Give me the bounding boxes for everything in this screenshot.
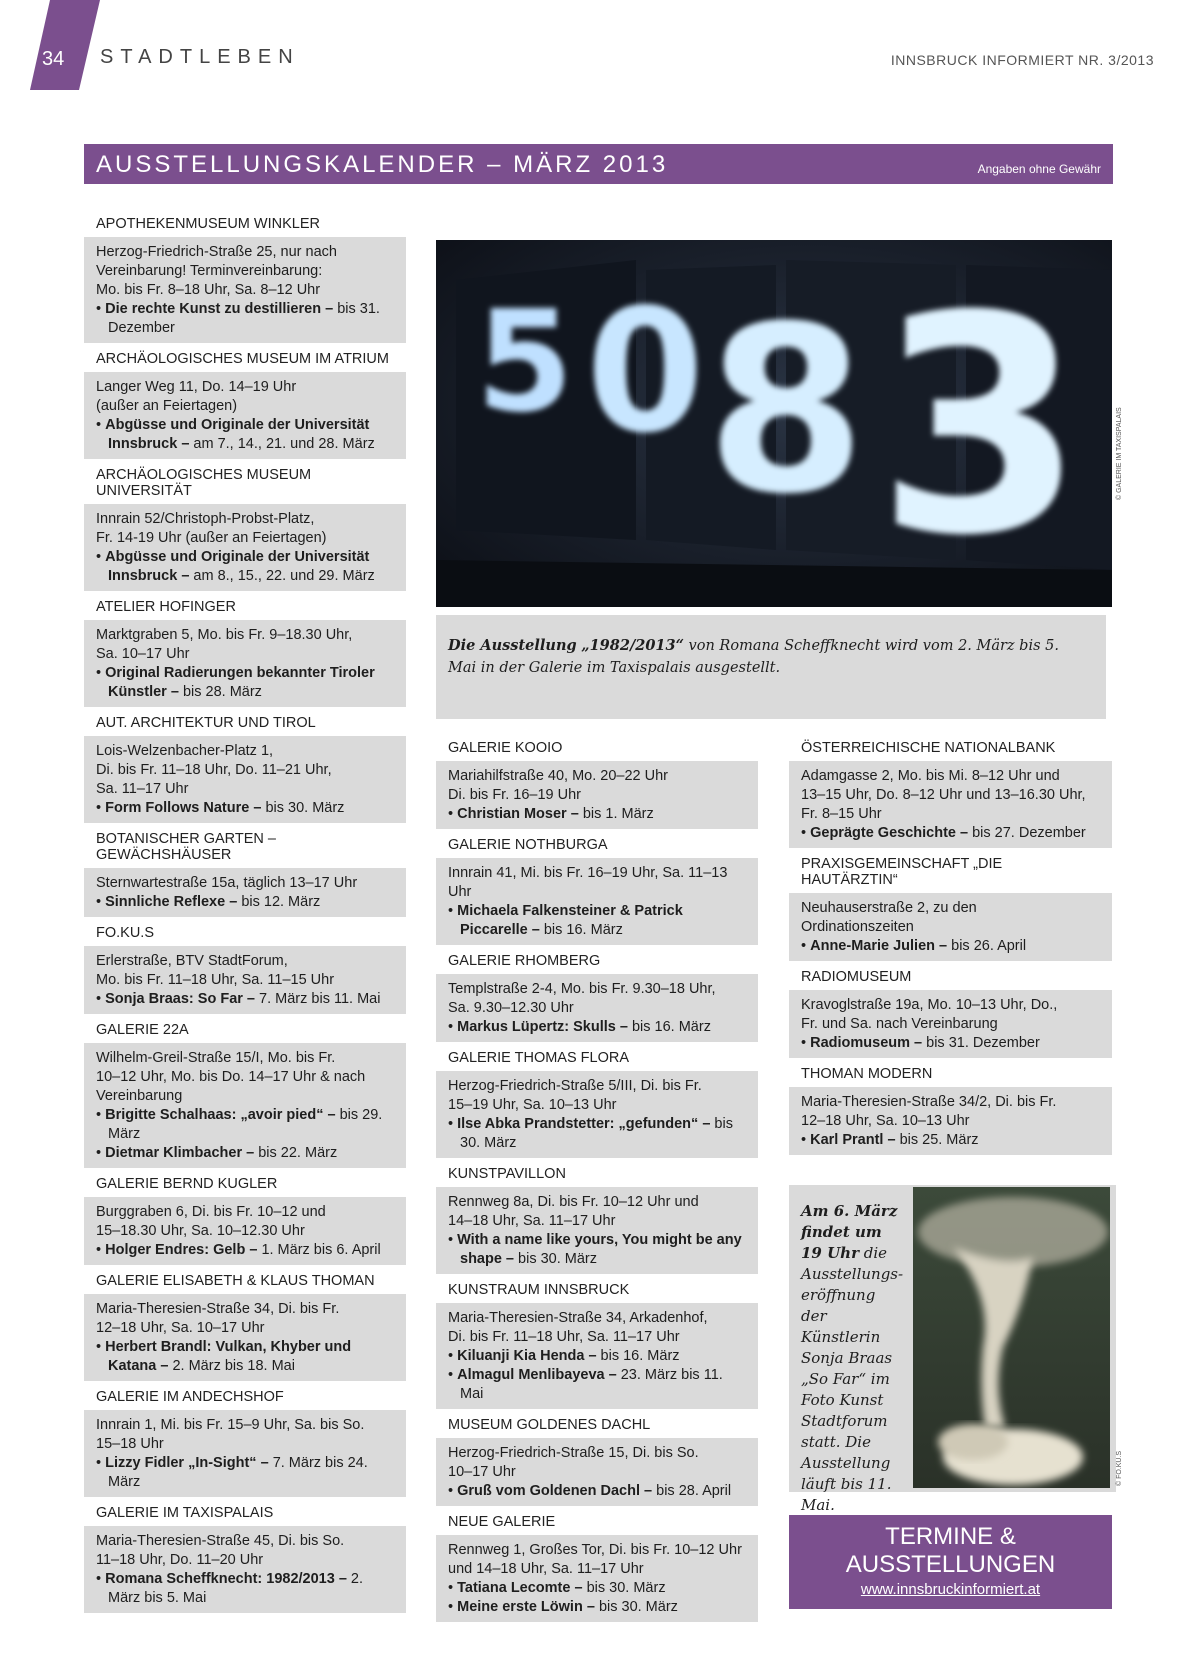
venue-details (84, 237, 406, 343)
exhibition-item: • Dietmar Klimbacher – bis 22. März (96, 1145, 338, 1161)
section-title: STADTLEBEN (100, 46, 300, 68)
banner-title: AUSSTELLUNGSKALENDER – MÄRZ 2013 (96, 151, 669, 178)
venue-entry (436, 1508, 758, 1622)
exhibition-title: Michaela Falkensteiner & Patrick Piccarelle – (457, 903, 683, 938)
digit-2: 0 (586, 273, 705, 471)
venue-details (84, 372, 406, 459)
exhibition-title: Form Follows Nature – (105, 800, 262, 816)
venue-entry (436, 831, 758, 945)
promo-box[interactable] (789, 1515, 1112, 1609)
exhibition-item: • Original Radierungen bekannter Tiroler Künstler – bis 28. März (96, 665, 375, 700)
venue-name: GALERIE KOOIO (448, 740, 563, 756)
exhibition-item: • Abgüsse und Originale der Universität Innsbruck – am 7., 14., 21. und 28. März (96, 417, 375, 452)
venue-entry (789, 1060, 1112, 1155)
exhibition-dates: bis 30. März (518, 1251, 598, 1267)
exhibition-item: • Brigitte Schalhaas: „avoir pied“ – bis 29. März (96, 1107, 383, 1142)
venue-name: GALERIE 22A (96, 1022, 189, 1038)
page-number: 34 (42, 48, 65, 70)
exhibition-title: Markus Lüpertz: Skulls – (457, 1019, 628, 1035)
venue-entry (789, 850, 1112, 961)
venue-entry (84, 1016, 406, 1168)
exhibition-title: Abgüsse und Originale der Universität Innsbruck – (105, 549, 370, 584)
venue-entry (84, 825, 406, 917)
address-line: Maria-Theresien-Straße 34, Di. bis Fr. (96, 1301, 340, 1317)
exhibition-item: • Markus Lüpertz: Skulls – bis 16. März (448, 1019, 711, 1035)
venue-entry (436, 1160, 758, 1274)
exhibition-dates: bis 22. März (258, 1145, 338, 1161)
venue-name: GALERIE IM ANDECHSHOF (96, 1389, 284, 1405)
address-line: Ordinationszeiten (801, 919, 914, 935)
venue-details (436, 761, 758, 829)
venue-name: GALERIE BERND KUGLER (96, 1176, 278, 1192)
venue-entry (436, 1044, 758, 1158)
venue-details (436, 974, 758, 1042)
venue-details (436, 858, 758, 945)
venue-name: GALERIE IM TAXISPALAIS (96, 1505, 274, 1521)
exhibition-dates: 23. März bis 11. Mai (460, 1367, 723, 1402)
exhibition-item: • Form Follows Nature – bis 30. März (96, 800, 345, 816)
exhibition-title: Die rechte Kunst zu destillieren – (105, 301, 334, 317)
exhibition-dates: 7. März bis 11. Mai (259, 991, 381, 1007)
address-line: und 14–18 Uhr, Sa. 11–17 Uhr (448, 1561, 644, 1577)
exhibition-dates: bis 30. März (265, 800, 345, 816)
venue-details (436, 1071, 758, 1158)
exhibition-item: • Anne-Marie Julien – bis 26. April (801, 938, 1027, 954)
venue-name: ARCHÄOLOGISCHES MUSEUM IM ATRIUM (96, 351, 389, 367)
venue-details (84, 504, 406, 591)
address-line: Rennweg 8a, Di. bis Fr. 10–12 Uhr und (448, 1194, 699, 1210)
address-line: Herzog-Friedrich-Straße 15, Di. bis So. (448, 1445, 699, 1461)
column-middle (436, 734, 758, 1624)
exhibition-dates: bis 1. März (582, 806, 654, 822)
exhibition-title: Gruß vom Goldenen Dachl – (457, 1483, 653, 1499)
venue-name: KUNSTPAVILLON (448, 1166, 566, 1182)
venue-details (84, 1410, 406, 1497)
exhibition-title: With a name like yours, You might be any shape – (457, 1232, 742, 1267)
exhibition-title: Anne-Marie Julien – (810, 938, 948, 954)
info-credit: © FO.KU.S (1116, 1450, 1123, 1486)
address-line: 15–18 Uhr (96, 1436, 164, 1452)
address-line: Erlerstraße, BTV StadtForum, (96, 953, 288, 969)
venue-name: FO.KU.S (96, 925, 155, 941)
address-line: Sa. 11–17 Uhr (96, 781, 189, 797)
exhibition-title: Brigitte Schalhaas: „avoir pied“ – (105, 1107, 336, 1123)
tornado-artwork (913, 1187, 1110, 1488)
address-line: Sa. 9.30–12.30 Uhr (448, 1000, 574, 1016)
address-line: Rennweg 1, Großes Tor, Di. bis Fr. 10–12 Uhr (448, 1542, 742, 1558)
address-line: Sa. 10–17 Uhr (96, 646, 190, 662)
address-line: Di. bis Fr. 11–18 Uhr, Sa. 11–17 Uhr (448, 1329, 680, 1345)
exhibition-item: • Die rechte Kunst zu destillieren – bis 31. Dezember (96, 301, 380, 336)
exhibition-title: Christian Moser – (457, 806, 579, 822)
address-line: Adamgasse 2, Mo. bis Mi. 8–12 Uhr und (801, 768, 1060, 784)
venue-name: APOTHEKENMUSEUM WINKLER (96, 216, 320, 232)
venue-details (84, 1197, 406, 1265)
address-line: Mo. bis Fr. 11–18 Uhr, Sa. 11–15 Uhr (96, 972, 335, 988)
photo-credit: © GALERIE IM TAXISPALAIS (1116, 407, 1123, 500)
exhibition-item: • Geprägte Geschichte – bis 27. Dezember (801, 825, 1086, 841)
digits-artwork (436, 240, 1112, 607)
venue-details (84, 1294, 406, 1381)
exhibition-dates: 7. März bis 24. März (108, 1455, 368, 1490)
exhibition-item: • With a name like yours, You might be any shape – bis 30. März (448, 1232, 742, 1267)
venue-name: MUSEUM GOLDENES DACHL (448, 1417, 651, 1433)
address-line: Fr. 8–15 Uhr (801, 806, 882, 822)
exhibition-title: Sonja Braas: So Far – (105, 991, 255, 1007)
venue-name: THOMAN MODERN (801, 1066, 933, 1082)
caption-title: „1982/2013“ (581, 637, 684, 654)
address-line: Maria-Theresien-Straße 34/2, Di. bis Fr. (801, 1094, 1057, 1110)
address-line: 15–18.30 Uhr, Sa. 10–12.30 Uhr (96, 1223, 305, 1239)
venue-details (789, 990, 1112, 1058)
exhibition-dates: am 7., 14., 21. und 28. März (193, 436, 375, 452)
caption-text: von Romana Scheffknecht wird vom 2. März bis 5. Mai in der Galerie im Taxispalais ausgestellt. (448, 638, 1059, 676)
exhibition-title: Lizzy Fidler „In-Sight“ – (105, 1455, 269, 1471)
exhibition-item: • Gruß vom Goldenen Dachl – bis 28. April (448, 1483, 732, 1499)
address-line: Di. bis Fr. 11–18 Uhr, Do. 11–21 Uhr, (96, 762, 332, 778)
venue-name: NEUE GALERIE (448, 1514, 556, 1530)
address-line: Di. bis Fr. 16–19 Uhr (448, 787, 581, 803)
exhibition-title: Abgüsse und Originale der Universität Innsbruck – (105, 417, 370, 452)
venue-name: GALERIE NOTHBURGA (448, 837, 608, 853)
exhibition-dates: bis 30. März (586, 1580, 666, 1596)
venue-details (789, 893, 1112, 961)
address-line: Maria-Theresien-Straße 34, Arkadenhof, (448, 1310, 708, 1326)
address-line: Neuhauserstraße 2, zu den (801, 900, 977, 916)
column-left (84, 210, 406, 1615)
promo-line2: AUSSTELLUNGEN (845, 1551, 1056, 1578)
exhibition-dates: bis 29. März (108, 1107, 383, 1142)
address-line: 12–18 Uhr, Sa. 10–13 Uhr (801, 1113, 970, 1129)
exhibition-dates: bis 16. März (543, 922, 623, 938)
exhibition-title: Karl Prantl – (810, 1132, 896, 1148)
venue-entry (436, 1276, 758, 1409)
address-line: Innrain 52/Christoph-Probst-Platz, (96, 511, 315, 527)
info-text (801, 1201, 904, 1516)
exhibition-dates: 2. März bis 5. Mai (108, 1571, 364, 1606)
address-line: Templstraße 2-4, Mo. bis Fr. 9.30–18 Uhr, (448, 981, 716, 997)
promo-line1: TERMINE & (885, 1523, 1016, 1550)
exhibition-title: Meine erste Löwin – (457, 1599, 595, 1615)
venue-entry (84, 461, 406, 591)
address-line: Innrain 41, Mi. bis Fr. 16–19 Uhr, Sa. 11–13 Uhr (448, 865, 728, 900)
venue-name: AUT. ARCHITEKTUR UND TIROL (96, 715, 316, 731)
venue-details (84, 868, 406, 917)
exhibition-title: Geprägte Geschichte – (810, 825, 969, 841)
venue-entry (84, 1170, 406, 1265)
address-line: Maria-Theresien-Straße 45, Di. bis So. (96, 1533, 345, 1549)
exhibition-title: Romana Scheffknecht: 1982/2013 – (105, 1571, 347, 1587)
address-line: Sternwartestraße 15a, täglich 13–17 Uhr (96, 875, 358, 891)
venue-entry (84, 210, 406, 343)
venue-name: PRAXISGEMEINSCHAFT „DIE HAUTÄRZTIN“ (801, 856, 1003, 888)
venue-entry (84, 919, 406, 1014)
venue-entry (84, 1499, 406, 1613)
address-line: Herzog-Friedrich-Straße 5/III, Di. bis Fr. (448, 1078, 702, 1094)
exhibition-dates: bis 31. Dezember (926, 1035, 1040, 1051)
exhibition-dates: 1. März bis 6. April (261, 1242, 381, 1258)
venue-name: GALERIE ELISABETH & KLAUS THOMAN (96, 1273, 375, 1289)
venue-entry (436, 1411, 758, 1506)
venue-entry (84, 1383, 406, 1497)
exhibition-item: • Almagul Menlibayeva – 23. März bis 11. Mai (448, 1367, 723, 1402)
address-line: Langer Weg 11, Do. 14–19 Uhr (96, 379, 297, 395)
address-line: Vereinbarung! Terminvereinbarung: (96, 263, 323, 279)
venue-name: GALERIE THOMAS FLORA (448, 1050, 630, 1066)
exhibition-item: • Lizzy Fidler „In-Sight“ – 7. März bis 24. März (96, 1455, 368, 1490)
digit-3: 8 (706, 278, 867, 545)
exhibition-item: • Sonja Braas: So Far – 7. März bis 11. Mai (96, 991, 381, 1007)
exhibition-photo (436, 240, 1112, 607)
venue-name: RADIOMUSEUM (801, 969, 912, 985)
venue-details (84, 620, 406, 707)
digit-4: 3 (876, 252, 1085, 601)
venue-entry (436, 947, 758, 1042)
address-line: 10–12 Uhr, Mo. bis Do. 14–17 Uhr & nach (96, 1069, 366, 1085)
venue-name: ÖSTERREICHISCHE NATIONALBANK (801, 740, 1056, 756)
exhibition-item: • Abgüsse und Originale der Universität Innsbruck – am 8., 15., 22. und 29. März (96, 549, 375, 584)
exhibition-item: • Radiomuseum – bis 31. Dezember (801, 1035, 1040, 1051)
address-line: Lois-Welzenbacher-Platz 1, (96, 743, 274, 759)
venue-details (789, 1087, 1112, 1155)
exhibition-item: • Sinnliche Reflexe – bis 12. März (96, 894, 321, 910)
exhibition-item: • Karl Prantl – bis 25. März (801, 1132, 979, 1148)
promo-link[interactable]: www.innsbruckinformiert.at (860, 1581, 1041, 1598)
exhibition-dates: am 8., 15., 22. und 29. März (193, 568, 375, 584)
address-line: Burggraben 6, Di. bis Fr. 10–12 und (96, 1204, 326, 1220)
page-tab (30, 0, 100, 90)
info-bold: Am 6. März findet um 19 Uhr (801, 1202, 898, 1262)
venue-details (789, 761, 1112, 848)
exhibition-title: Holger Endres: Gelb – (105, 1242, 258, 1258)
calendar-banner (84, 144, 1113, 184)
exhibition-dates: bis 30. März (598, 1599, 678, 1615)
venue-entry (84, 1267, 406, 1381)
exhibition-item: • Christian Moser – bis 1. März (448, 806, 654, 822)
address-line: Mariahilfstraße 40, Mo. 20–22 Uhr (448, 768, 669, 784)
exhibition-dates: bis 27. Dezember (972, 825, 1086, 841)
venue-details (436, 1187, 758, 1274)
digit-1: 5 (476, 281, 574, 444)
exhibition-dates: bis 25. März (899, 1132, 979, 1148)
venue-entry (84, 709, 406, 823)
address-line: Herzog-Friedrich-Straße 25, nur nach (96, 244, 337, 260)
venue-details (84, 1526, 406, 1613)
address-line: Fr. und Sa. nach Vereinbarung (801, 1016, 998, 1032)
address-line: 11–18 Uhr, Do. 11–20 Uhr (96, 1552, 264, 1568)
exhibition-item: • Holger Endres: Gelb – 1. März bis 6. April (96, 1242, 381, 1258)
address-line: (außer an Feiertagen) (96, 398, 238, 414)
column-right (789, 734, 1112, 1157)
exhibition-dates: bis 28. März (182, 684, 262, 700)
issue-label: INNSBRUCK INFORMIERT NR. 3/2013 (890, 52, 1154, 68)
exhibition-item: • Herbert Brandl: Vulkan, Khyber und Katana – 2. März bis 18. Mai (96, 1339, 352, 1374)
venue-name: ATELIER HOFINGER (96, 599, 236, 615)
exhibition-dates: bis 12. März (241, 894, 321, 910)
exhibition-title: Original Radierungen bekannter Tiroler Künstler – (105, 665, 375, 700)
venue-details (436, 1438, 758, 1506)
venue-name: BOTANISCHER GARTEN – GEWÄCHSHÄUSER (96, 831, 276, 863)
exhibition-dates: bis 28. April (656, 1483, 732, 1499)
exhibition-title: Sinnliche Reflexe – (105, 894, 238, 910)
info-box (789, 1185, 1116, 1514)
venue-name: KUNSTRAUM INNSBRUCK (448, 1282, 630, 1298)
address-line: Kravoglstraße 19a, Mo. 10–13 Uhr, Do., (801, 997, 1058, 1013)
exhibition-item: • Romana Scheffknecht: 1982/2013 – 2. März bis 5. Mai (96, 1571, 364, 1606)
caption-pre: Die Ausstellung (448, 637, 577, 654)
exhibition-dates: 2. März bis 18. Mai (172, 1358, 295, 1374)
address-line: Marktgraben 5, Mo. bis Fr. 9–18.30 Uhr, (96, 627, 353, 643)
exhibition-item: • Michaela Falkensteiner & Patrick Piccarelle – bis 16. März (448, 903, 683, 938)
exhibition-item: • Tatiana Lecomte – bis 30. März (448, 1580, 666, 1596)
exhibition-item: • Ilse Abka Prandstetter: „gefunden“ – bis 30. März (448, 1116, 733, 1151)
address-line: 15–19 Uhr, Sa. 10–13 Uhr (448, 1097, 617, 1113)
venue-name: GALERIE RHOMBERG (448, 953, 601, 969)
exhibition-dates: bis 30. März (460, 1116, 733, 1151)
venue-details (436, 1303, 758, 1409)
exhibition-title: Dietmar Klimbacher – (105, 1145, 255, 1161)
photo-caption (436, 615, 1106, 719)
banner-note: Angaben ohne Gewähr (977, 162, 1101, 176)
address-line: Wilhelm-Greil-Straße 15/I, Mo. bis Fr. (96, 1050, 336, 1066)
address-line: 12–18 Uhr, Sa. 10–17 Uhr (96, 1320, 265, 1336)
exhibition-dates: bis 26. April (951, 938, 1027, 954)
venue-entry (789, 734, 1112, 848)
venue-entry (84, 593, 406, 707)
exhibition-dates: bis 16. März (600, 1348, 680, 1364)
tornado-image (913, 1187, 1110, 1488)
exhibition-dates: bis 16. März (631, 1019, 711, 1035)
address-line: Innrain 1, Mi. bis Fr. 15–9 Uhr, Sa. bis So. (96, 1417, 365, 1433)
venue-details (436, 1535, 758, 1622)
address-line: Mo. bis Fr. 8–18 Uhr, Sa. 8–12 Uhr (96, 282, 321, 298)
exhibition-title: Herbert Brandl: Vulkan, Khyber und Katana – (105, 1339, 352, 1374)
exhibition-item: • Kiluanji Kia Henda – bis 16. März (448, 1348, 680, 1364)
exhibition-title: Kiluanji Kia Henda – (457, 1348, 597, 1364)
venue-entry (436, 734, 758, 829)
address-line: 14–18 Uhr, Sa. 11–17 Uhr (448, 1213, 616, 1229)
info-rest: die Ausstellungs-eröffnung der Künstlerin Sonja Braas „So Far“ im Foto Kunst Stadtforum statt. Die Ausstellung läuft bis 11. Mai. (801, 1244, 904, 1514)
exhibition-dates: bis 31. Dezember (108, 301, 380, 336)
exhibition-title: Radiomuseum – (810, 1035, 923, 1051)
venue-name: ARCHÄOLOGISCHES MUSEUM UNIVERSITÄT (96, 467, 312, 499)
exhibition-item: • Meine erste Löwin – bis 30. März (448, 1599, 678, 1615)
venue-details (84, 1043, 406, 1168)
address-line: Vereinbarung (96, 1088, 183, 1104)
venue-entry (84, 345, 406, 459)
address-line: 10–17 Uhr (448, 1464, 516, 1480)
exhibition-title: Ilse Abka Prandstetter: „gefunden“ – (457, 1116, 711, 1132)
address-line: Fr. 14-19 Uhr (außer an Feiertagen) (96, 530, 327, 546)
venue-details (84, 736, 406, 823)
address-line: 13–15 Uhr, Do. 8–12 Uhr und 13–16.30 Uhr, (801, 787, 1086, 803)
exhibition-title: Almagul Menlibayeva – (457, 1367, 617, 1383)
exhibition-title: Tatiana Lecomte – (457, 1580, 583, 1596)
venue-entry (789, 963, 1112, 1058)
venue-details (84, 946, 406, 1014)
